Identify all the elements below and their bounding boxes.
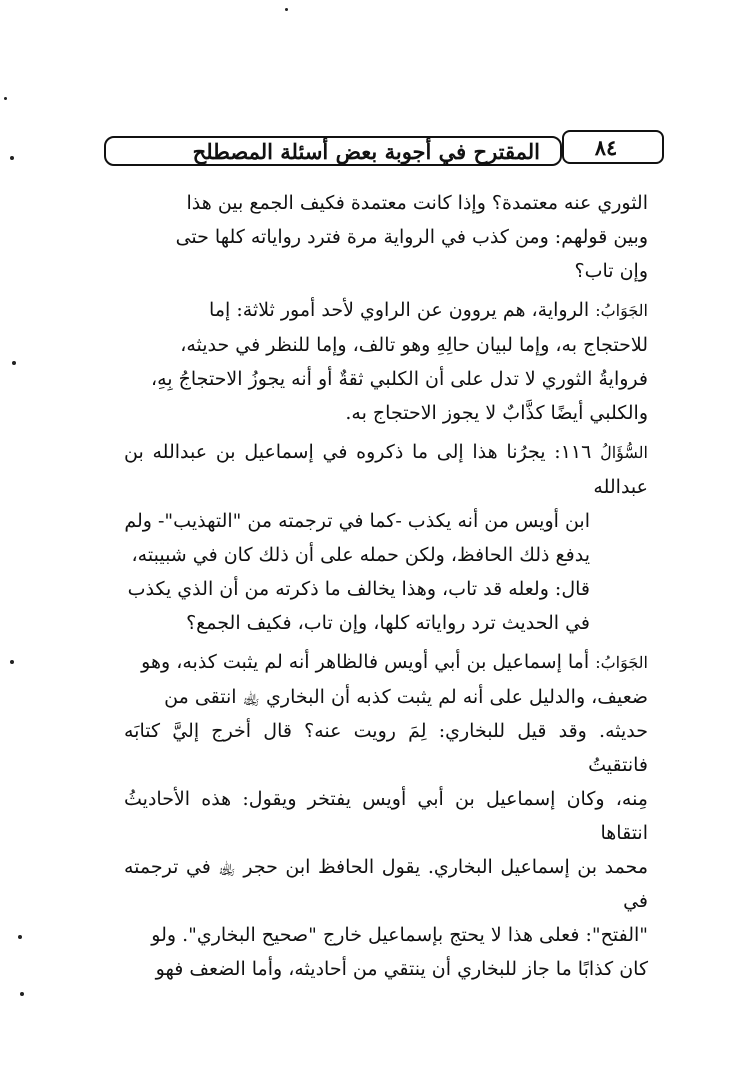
text-line: والكلبي أيضًا كذَّابٌ لا يجوز الاحتجاج به. [345, 402, 648, 424]
text-line: وبين قولهم: ومن كذب في الرواية مرة فترد رواياته كلها حتى [175, 226, 648, 248]
answer-label: الجَوَابُ: [595, 653, 648, 672]
question-label: السُّؤَالُ [600, 443, 648, 462]
text-line: للاحتجاج به، وإما لبيان حالِهِ وهو تالف، وإما للنظر في حديثه، [180, 334, 648, 356]
text-line: ضعيف، والدليل على أنه لم يثبت كذبه أن البخاري ﵀ انتقى من [164, 686, 648, 708]
scan-speck [18, 935, 22, 939]
text-line: الثوري عنه معتمدة؟ وإذا كانت معتمدة فكيف الجمع بين هذا [186, 192, 648, 214]
text-line-content: ١١٦: يجرُنا هذا إلى ما ذكروه في إسماعيل بن عبدالله بن عبدالله [124, 441, 648, 498]
text-line: يدفع ذلك الحافظ، ولكن حمله على أن ذلك كان في شبيبته، [131, 544, 590, 566]
text-line: كان كذابًا ما جاز للبخاري أن ينتقي من أحاديثه، وأما الضعف فهو [155, 958, 648, 980]
scan-speck [285, 8, 288, 11]
book-title: المقترح في أجوبة بعض أسئلة المصطلح [192, 139, 540, 164]
paragraph-answer [124, 293, 648, 430]
paragraph-answer [124, 645, 648, 986]
answer-label: الجَوَابُ: [595, 301, 648, 320]
text-line-content: أما إسماعيل بن أبي أويس فالظاهر أنه لم يثبت كذبه، وهو [141, 651, 590, 673]
text-line: في الحديث ترد رواياته كلها، وإن تاب، فكيف الجمع؟ [186, 612, 590, 634]
scan-speck [4, 97, 7, 100]
paragraph-question [124, 435, 648, 640]
text-line: فروايةُ الثوري لا تدل على أن الكلبي ثقةٌ أو أنه يجوزُ الاحتجاجُ بِهِ، [150, 368, 648, 390]
text-line: وإن تاب؟ [574, 260, 648, 282]
running-header [104, 126, 664, 170]
text-line: حديثه. وقد قيل للبخاري: لِمَ رويت عنه؟ قال أخرج إليَّ كتابَه فانتقيتُ [124, 720, 648, 776]
text-line: ابن أويس من أنه يكذب -كما في ترجمته من "التهذيب"- ولم [124, 510, 590, 532]
scan-speck [20, 992, 24, 996]
text-line [124, 435, 648, 504]
text-line: "الفتح": فعلى هذا لا يحتج بإسماعيل خارج "صحيح البخاري". ولو [151, 924, 648, 946]
text-line-content: الرواية، هم يروون عن الراوي لأحد أمور ثلاثة: إما [209, 299, 590, 321]
text-line: مِنه، وكان إسماعيل بن أبي أويس يفتخر ويقول: هذه الأحاديثُ انتقاها [124, 788, 648, 844]
paragraph-question-continuation [124, 186, 648, 288]
text-line [124, 293, 648, 328]
scan-speck [12, 361, 16, 365]
text-line: قال: ولعله قد تاب، وهذا يخالف ما ذكرته من أن الذي يكذب [127, 578, 590, 600]
scan-speck [10, 660, 14, 664]
text-line: محمد بن إسماعيل البخاري. يقول الحافظ ابن حجر ﵀ في ترجمته في [124, 856, 648, 912]
scan-speck [10, 156, 14, 160]
text-line [124, 645, 648, 680]
body-text [124, 186, 648, 991]
page-number: ٨٤ [594, 135, 618, 160]
